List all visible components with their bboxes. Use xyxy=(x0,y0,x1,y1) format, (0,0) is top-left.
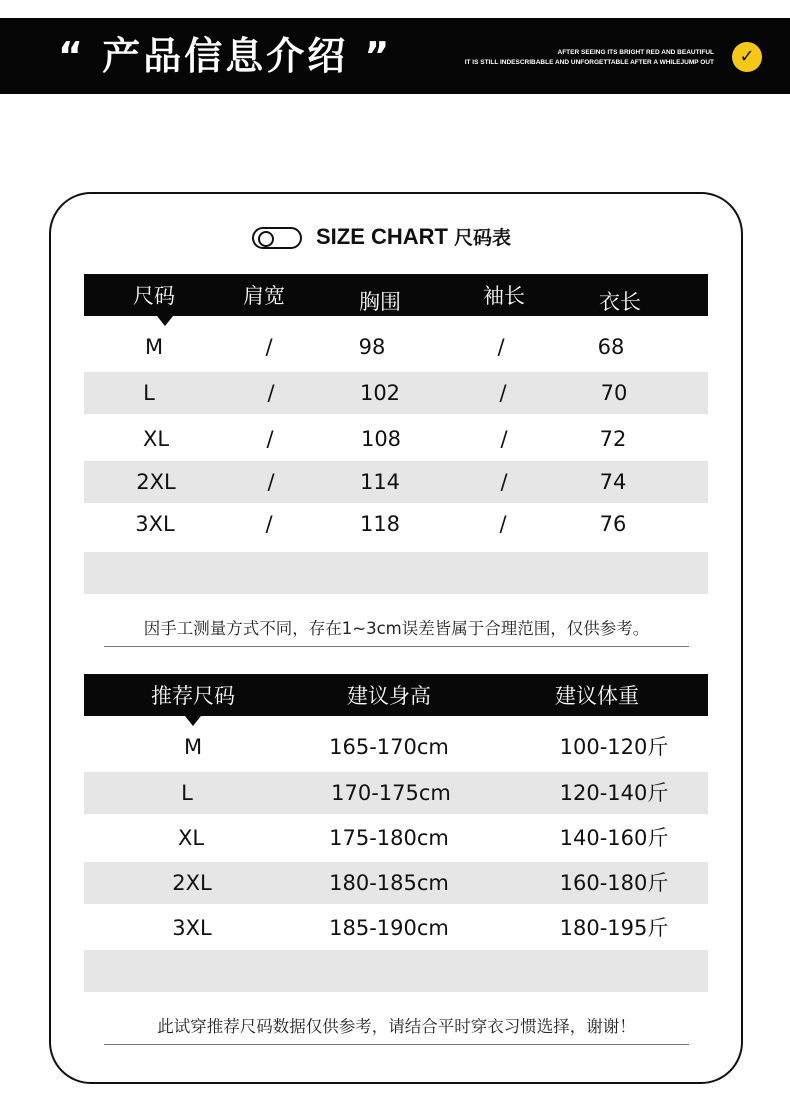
cell-chest: 102 xyxy=(359,381,401,405)
size-chart-title-cn: 尺码表 xyxy=(454,228,512,249)
cell-height: 185-190cm xyxy=(329,916,449,940)
header-pointer xyxy=(157,316,173,326)
header-size: 尺码 xyxy=(133,284,175,308)
cell-sleeve: / xyxy=(497,335,505,359)
recommend-table-header xyxy=(84,674,708,716)
size-chart-title xyxy=(252,222,511,252)
size-row-2xl xyxy=(84,461,708,503)
banner-tagline xyxy=(465,48,714,68)
checkmark-icon: ✓ xyxy=(732,42,762,72)
cell-size: M xyxy=(183,735,203,759)
cell-size: 2XL xyxy=(172,871,212,895)
header-sleeve: 袖长 xyxy=(483,284,525,308)
recommend-row-m xyxy=(84,726,708,768)
cell-size: L xyxy=(143,381,155,405)
cell-size: 2XL xyxy=(136,470,176,494)
banner-tagline-line2: IT IS STILL INDESCRIBABLE AND UNFORGETTABLE AFTER A WHILEJUMP OUT xyxy=(464,59,714,66)
cell-chest: 114 xyxy=(359,470,401,494)
header-recommended-size: 推荐尺码 xyxy=(151,684,235,708)
toggle-icon xyxy=(252,227,302,249)
cell-shoulder: / xyxy=(265,512,273,536)
cell-height: 180-185cm xyxy=(329,871,449,895)
recommend-row-3xl xyxy=(84,907,708,949)
cell-height: 165-170cm xyxy=(329,735,449,759)
cell-size: M xyxy=(144,335,164,359)
cell-sleeve: / xyxy=(499,381,507,405)
size-row-xl xyxy=(84,418,708,460)
header-shoulder: 肩宽 xyxy=(243,284,285,308)
recommend-row-empty xyxy=(84,950,708,992)
cell-length: 72 xyxy=(599,427,627,451)
recommend-row-2xl xyxy=(84,862,708,904)
header-length: 衣长 xyxy=(599,290,641,314)
header-height: 建议身高 xyxy=(347,684,431,708)
cell-shoulder: / xyxy=(267,470,275,494)
cell-chest: 108 xyxy=(360,427,402,451)
header-weight: 建议体重 xyxy=(555,684,639,708)
cell-chest: 118 xyxy=(359,512,401,536)
toggle-knob xyxy=(258,231,274,247)
cell-size: XL xyxy=(177,826,205,850)
cell-weight: 120-140斤 xyxy=(559,781,669,805)
cell-chest: 98 xyxy=(358,335,386,359)
recommend-row-xl xyxy=(84,817,708,859)
size-table-header xyxy=(84,274,708,316)
size-chart-title-en: SIZE CHART xyxy=(316,224,448,249)
measurement-note: 因手工测量方式不同，存在1~3cm误差皆属于合理范围，仅供参考。 xyxy=(104,612,689,647)
cell-sleeve: / xyxy=(500,470,508,494)
cell-weight: 140-160斤 xyxy=(559,826,669,850)
cell-size: L xyxy=(181,781,193,805)
cell-weight: 100-120斤 xyxy=(559,735,669,759)
cell-shoulder: / xyxy=(267,381,275,405)
banner-tagline-line1: AFTER SEEING ITS BRIGHT RED AND BEAUTIFUL xyxy=(557,49,714,56)
cell-length: 68 xyxy=(597,335,625,359)
cell-height: 170-175cm xyxy=(331,781,451,805)
cell-height: 175-180cm xyxy=(329,826,449,850)
recommend-header-pointer xyxy=(185,716,201,726)
cell-weight: 180-195斤 xyxy=(559,916,669,940)
cell-size: 3XL xyxy=(135,512,175,536)
cell-length: 70 xyxy=(600,381,628,405)
size-row-3xl xyxy=(84,503,708,545)
cell-sleeve: / xyxy=(500,427,508,451)
fitting-note: 此试穿推荐尺码数据仅供参考，请结合平时穿衣习惯选择，谢谢！ xyxy=(104,1010,689,1045)
cell-sleeve: / xyxy=(499,512,507,536)
recommend-row-l xyxy=(84,772,708,814)
cell-shoulder: / xyxy=(266,427,274,451)
size-row-m xyxy=(84,326,708,368)
cell-length: 74 xyxy=(599,470,627,494)
banner-title: “ 产品信息介绍 ” xyxy=(58,34,393,78)
cell-size: 3XL xyxy=(172,916,212,940)
header-banner xyxy=(0,18,790,94)
cell-shoulder: / xyxy=(265,335,273,359)
size-row-l xyxy=(84,372,708,414)
cell-weight: 160-180斤 xyxy=(559,871,669,895)
cell-size: XL xyxy=(142,427,170,451)
size-row-empty xyxy=(84,552,708,594)
cell-length: 76 xyxy=(599,512,627,536)
header-chest: 胸围 xyxy=(359,290,401,314)
